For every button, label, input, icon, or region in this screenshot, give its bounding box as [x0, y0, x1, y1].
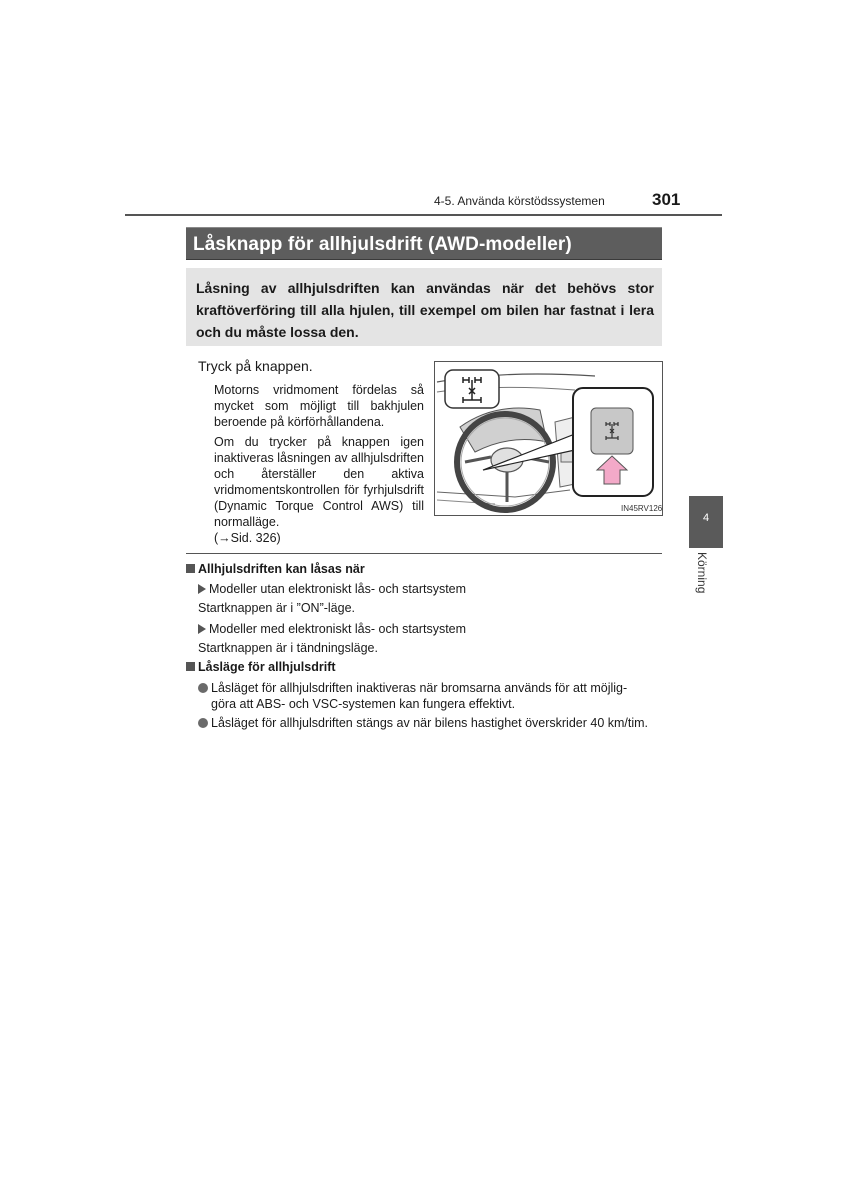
section-title: Låsknapp för allhjulsdrift (AWD-modeller) [186, 227, 662, 260]
chapter-tab: 4 [689, 496, 723, 548]
round-bullet-icon [198, 683, 208, 693]
list-item: Startknappen är i tändningsläge. [198, 641, 378, 655]
step-instruction: Tryck på knappen. [198, 358, 313, 374]
list-item: Startknappen är i ”ON”-läge. [198, 601, 356, 615]
square-bullet-icon [186, 564, 195, 573]
list-item: Låsläget för allhjulsdriften inaktiveras när bromsarna används för att möjlig- göra att ABS- och VSC-systemen kan fungera effektivt. [198, 680, 668, 712]
triangle-bullet-icon [198, 624, 206, 634]
chapter-label: Körning [695, 552, 709, 594]
square-bullet-icon [186, 662, 195, 671]
page-number: 301 [652, 190, 681, 209]
triangle-bullet-icon [198, 584, 206, 594]
paragraph-deactivate-text: Om du trycker på knappen igen inaktiveras låsningen av allhjulsdriften och återställer den aktiva vridmomentskontrollen för fyrhjulsdrift (Dynamic Torque Control AWS) till normalläge. [214, 435, 424, 529]
illustration-code: IN45RV126 [621, 504, 662, 513]
paragraph-deactivate [214, 434, 424, 546]
list-item: Låsläget för allhjulsdriften stängs av när bilens hastighet överskrider 40 km/tim. [198, 715, 668, 731]
dashboard-illustration [434, 361, 663, 516]
intro-box: Låsning av allhjulsdriften kan användas när det behövs stor kraftöverföring till alla hjulen, till exempel om bilen har fastnat i lera och du måste lossa den. [186, 268, 662, 346]
dashboard-drawing [435, 362, 662, 515]
list-item: Modeller utan elektroniskt lås- och startsystem [198, 581, 466, 597]
heading-awd-lockable: Allhjulsdriften kan låsas när [186, 562, 365, 576]
header-rule [125, 214, 722, 216]
running-header: 4-5. Använda körstödssystemen [434, 194, 605, 208]
page-reference: (→Sid. 326) [214, 531, 281, 545]
heading-lock-mode: Låsläge för allhjulsdrift [186, 660, 336, 674]
list-item: Modeller med elektroniskt lås- och startsystem [198, 621, 466, 637]
round-bullet-icon [198, 718, 208, 728]
section-divider [186, 553, 662, 554]
paragraph-torque: Motorns vridmoment fördelas så mycket som möjligt till bakhjulen beroende på körförhållandena. [214, 383, 424, 429]
